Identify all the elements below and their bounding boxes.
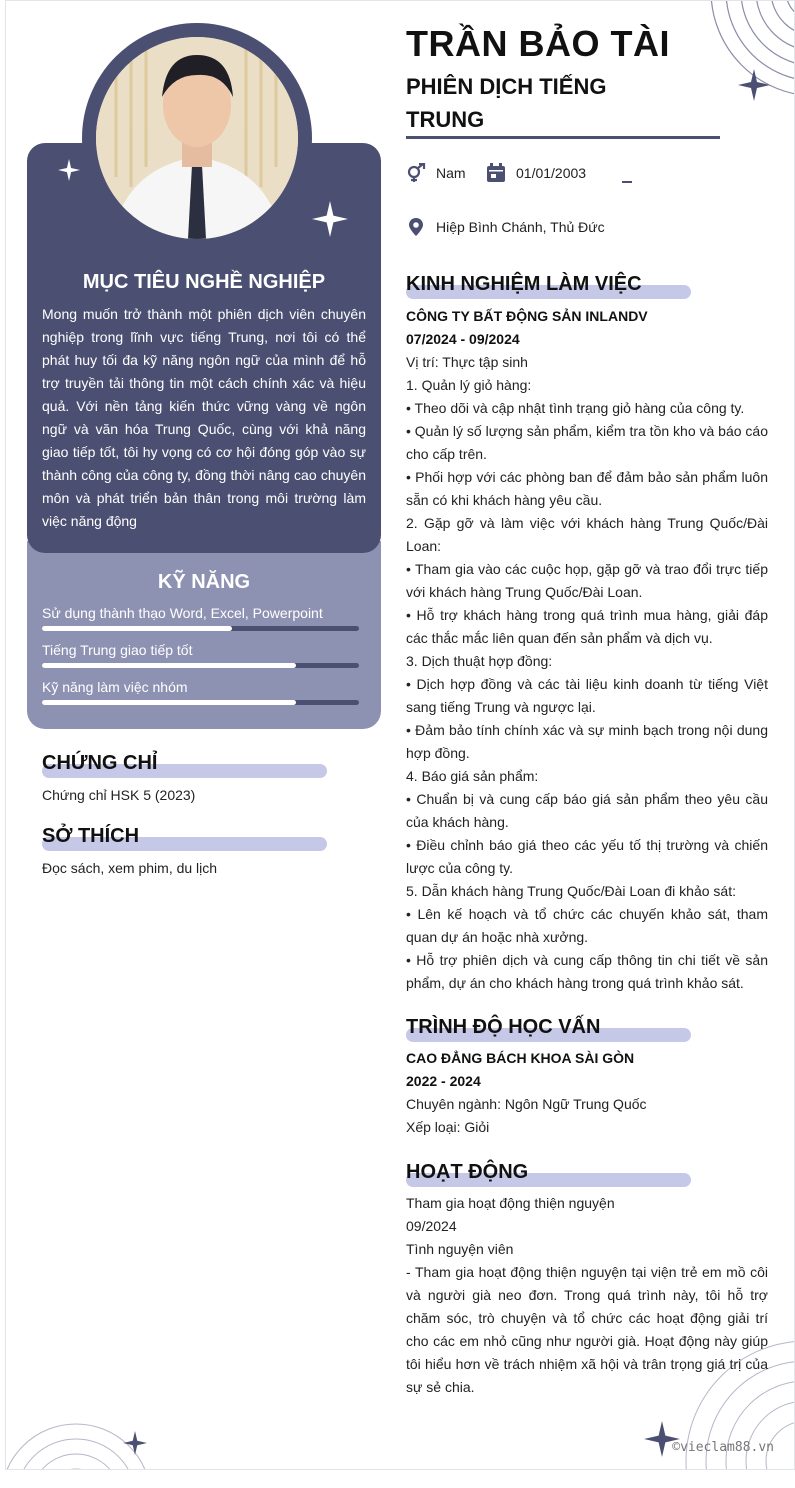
experience-line: 2. Gặp gỡ và làm việc với khách hàng Trung Quốc/Đài Loan: (406, 515, 768, 554)
avatar-illustration (96, 37, 298, 239)
activity-role: Tình nguyện viên (406, 1241, 514, 1257)
activities-block (406, 1192, 768, 1399)
location-icon (406, 217, 426, 237)
education-major: Chuyên ngành: Ngôn Ngữ Trung Quốc (406, 1096, 647, 1112)
experience-line: 3. Dịch thuật hợp đồng: (406, 653, 553, 669)
experience-line: • Chuẩn bị và cung cấp báo giá sản phẩm theo yêu cầu của khách hàng. (406, 791, 768, 830)
address-text: Hiệp Bình Chánh, Thủ Đức (436, 219, 605, 235)
activity-description: - Tham gia hoạt động thiện nguyện tại viện trẻ em mồ côi và người già neo đơn. Trong quá trình này, tôi hỗ trợ chăm sóc, trò chuyện và tổ chức các hoạt động giải trí cho các em nhỏ cũng như người già. Hoạt động này giúp tôi hiểu hơn về trách nhiệm xã hội và trân trọng giá trị của sự sẻ chia. (406, 1264, 768, 1395)
objective-heading: MỤC TIÊU NGHỀ NGHIỆP (82, 271, 326, 293)
job-title-line-1: PHIÊN DỊCH TIẾNG (406, 74, 607, 99)
decor-tick (622, 181, 632, 183)
experience-line: • Điều chỉnh báo giá theo các yếu tố thị trường và chiến lược của công ty. (406, 837, 768, 876)
skills-heading: KỸ NĂNG (157, 571, 251, 593)
experience-period: 07/2024 - 09/2024 (406, 331, 520, 347)
cv-page (5, 0, 795, 1470)
calendar-icon (486, 163, 506, 183)
job-title-line-2: TRUNG (406, 107, 485, 132)
sparkle-icon (58, 159, 80, 181)
experience-line: Vị trí: Thực tập sinh (406, 354, 528, 370)
sparkle-icon (312, 201, 348, 237)
education-grade: Xếp loại: Giỏi (406, 1119, 490, 1135)
experience-block (406, 305, 768, 995)
experience-line: 5. Dẫn khách hàng Trung Quốc/Đài Loan đi khảo sát: (406, 883, 736, 899)
gender-icon (406, 163, 426, 183)
sparkle-icon (123, 1431, 147, 1455)
experience-line: • Lên kế hoạch và tổ chức các chuyến khảo sát, tham quan dự án hoặc nhà xưởng. (406, 906, 768, 945)
skill-bar (42, 663, 359, 668)
experience-line: • Dịch hợp đồng và các tài liệu kinh doanh từ tiếng Việt sang tiếng Trung và ngược lại. (406, 676, 768, 715)
school-name: CAO ĐẲNG BÁCH KHOA SÀI GÒN (406, 1050, 635, 1066)
hobbies-heading: SỞ THÍCH (42, 825, 140, 847)
activity-name: Tham gia hoạt động thiện nguyện (406, 1195, 615, 1211)
activities-heading: HOẠT ĐỘNG (406, 1161, 529, 1183)
experience-line: 1. Quản lý giỏ hàng: (406, 377, 532, 393)
education-heading: TRÌNH ĐỘ HỌC VẤN (406, 1016, 601, 1038)
certificates-heading: CHỨNG CHỈ (42, 752, 158, 774)
company-name: CÔNG TY BẤT ĐỘNG SẢN INLANDV (406, 308, 648, 324)
experience-line: • Đảm bảo tính chính xác và sự minh bạch trong nội dung hợp đồng. (406, 722, 768, 761)
skill-bar-fill (42, 700, 296, 705)
skill-bar (42, 626, 359, 631)
candidate-name: TRẦN BẢO TÀI (406, 23, 670, 64)
watermark: ©vieclam88.vn (672, 1440, 774, 1455)
experience-line: • Quản lý số lượng sản phẩm, kiểm tra tồn kho và báo cáo cho cấp trên. (406, 423, 768, 462)
gender-text: Nam (436, 165, 466, 181)
sparkle-icon (738, 69, 770, 101)
experience-line: • Phối hợp với các phòng ban để đảm bảo sản phẩm luôn sẵn có khi khách hàng yêu cầu. (406, 469, 768, 508)
education-block (406, 1047, 768, 1139)
experience-line: • Tham gia vào các cuộc họp, gặp gỡ và trao đổi trực tiếp với khách hàng Trung Quốc/Đài Loan. (406, 561, 768, 600)
skill-bar-fill (42, 626, 232, 631)
certificates-text: Chứng chỉ HSK 5 (2023) (42, 787, 196, 803)
experience-line: • Theo dõi và cập nhật tình trạng giỏ hàng của công ty. (406, 400, 745, 416)
activity-period: 09/2024 (406, 1218, 457, 1234)
avatar (96, 37, 298, 239)
skill-bar-fill (42, 663, 296, 668)
experience-line: • Hỗ trợ phiên dịch và cung cấp thông tin chi tiết về sản phẩm, dự án cho khách hàng trong quá trình khảo sát. (406, 952, 768, 991)
objective-text: Mong muốn trở thành một phiên dịch viên chuyên nghiệp trong lĩnh vực tiếng Trung, nơi tôi có thể phát huy tối đa kỹ năng ngôn ngữ của mình để hỗ trợ truyền tải thông tin một cách chính xác và hiệu quả. Với nền tảng kiến thức vững vàng về ngôn ngữ và văn hóa Trung Quốc, cùng với khả năng giao tiếp tốt, tôi hy vọng có cơ hội đóng góp vào sự thành công của công ty, đồng thời nâng cao chuyên môn và phát triển bản thân trong môi trường làm việc năng động (42, 306, 366, 529)
skill-label: Kỹ năng làm việc nhóm (42, 679, 188, 695)
skill-label: Sử dụng thành thạo Word, Excel, Powerpoint (42, 605, 323, 621)
experience-line: 4. Báo giá sản phẩm: (406, 768, 539, 784)
title-rule (406, 136, 720, 139)
education-period: 2022 - 2024 (406, 1073, 481, 1089)
birthday-text: 01/01/2003 (516, 165, 587, 181)
hobbies-text: Đọc sách, xem phim, du lịch (42, 860, 218, 876)
experience-heading: KINH NGHIỆM LÀM VIỆC (406, 273, 642, 295)
skill-label: Tiếng Trung giao tiếp tốt (42, 642, 193, 658)
experience-line: • Hỗ trợ khách hàng trong quá trình mua hàng, giải đáp các thắc mắc liên quan đến sản phẩm và dịch vụ. (406, 607, 768, 646)
skill-bar (42, 700, 359, 705)
